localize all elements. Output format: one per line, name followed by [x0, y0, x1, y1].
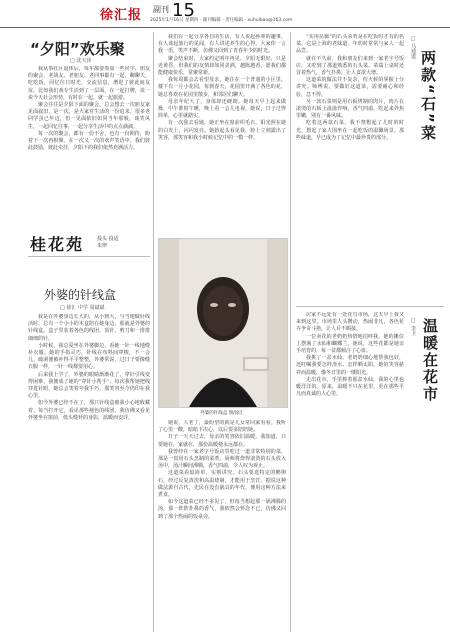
paragraph: 如今外婆已经不在了，那只针线盒被我小心地收藏着。每当打开它，看见那些褪色的线团，我仿佛又看见外婆坐在窗前，低头缝补的身影，温暖而安详。	[28, 400, 150, 421]
section-label: 副刊	[153, 5, 169, 14]
column-sub-line: 投头 投适	[97, 236, 119, 242]
photo-image	[159, 239, 287, 407]
byline-xiyang: □ 沈天泽	[70, 58, 92, 64]
paragraph: 小时候，我总爱坐在外婆脚边，看她一针一线地缝补衣服。她的手指灵巧，针线在布料间穿梭，不一会儿，破洞便被补得平平整整。外婆常说，过日子要像缝衣服一样，一针一线都要用心。	[28, 342, 150, 371]
article-title-xiyang: “夕阳”欢乐聚	[30, 40, 125, 58]
paragraph: 这道菜的做法并不复杂，但火候的掌握十分讲究。师傅说，要做好这道菜，需要耐心和经验，急不得。	[296, 77, 404, 98]
paragraph: 吃着这两款石菜，我不禁想起了儿时的时光，想起了家人围坐在一起吃饭的温馨场景。那些味道，早已成为了记忆中最珍贵的部分。	[296, 120, 404, 141]
byline-knitting: □ 徐汇 中学 周斌斌	[60, 305, 105, 311]
article-title-huashi: 温暖在花市	[421, 318, 439, 403]
divider	[296, 306, 444, 307]
paragraph: 我每周都会去看望母亲，她住在一个普通的小区里，楼下有一片小花园，每到春天，花园里开满了各色的花，她总喜欢在花园里散步，和邻居们聊天。	[158, 77, 286, 98]
photo-caption: 外婆的针线盒 图/徐汇	[200, 411, 244, 416]
header-rule	[0, 27, 450, 28]
paragraph: 如今这道菜已经不多见了，但每当想起那一锅沸腾的汤，那一阵阵扑鼻的香气，我依然会怀念不已，仿佛又回到了那个热闹的饭桌旁。	[158, 499, 286, 520]
paragraph: 她说，人老了，最盼望的就是儿女常回家看看。我听了心里一酸，暗暗下决心，以后要多陪陪她。	[158, 420, 286, 434]
paragraph: 一位卖花的老奶奶热情地招呼我，她的摊位上摆满了水仙和蝴蝶兰。她说，这些花都是她亲手培育的，每一盆都倾注了心血。	[296, 333, 404, 355]
paragraph: 每一次的聚会，都有一份不舍，也有一份期待，盼着下一次再相聚。在一次又一次的欢声笑语中，我们彼此鼓励，彼此牵挂，夕阳下的我们依然充满活力。	[28, 130, 150, 152]
paragraph: 母亲年纪大了，身体却还硬朗。她每天早上起来做操，中午准时午睡，晚上看一会儿电视。她说，日子过得简单，心里就踏实。	[158, 98, 286, 120]
article-body-xiyang-cont	[158, 34, 286, 234]
paragraph: 日子一天天过去，母亲的笑容依旧温暖。我知道，只要她在，家就在，那份温暖便永远都在。	[158, 434, 286, 448]
paragraph: 另一款石菜则是用石板烤制的肉片，肉片在滚烫的石板上滋滋作响，香气四溢，吃起来外焦里嫩，别有一番风味。	[296, 98, 404, 120]
paragraph: 我从事社区退休后，每年都要参加一些同学、朋友的聚会，老战友、老朋友、老同事都有一起，聊聊天，吃吃饭，回忆往日时光，交流信息，增进了彼此间友谊。比如我们戏专生活到了一层面，在一起打牌，说一说今天社会形势，有时在一起，就一起旅游。	[28, 66, 150, 101]
paragraph: 聚会往往是夕阳下面的聚会，总会想去一次朋友家见面叙旧，是一次，是大家对生活的一份追求。很多老同学虽已年迈，但一见面依旧如同当年那般，谈笑风生，一起回忆往事，一起分享生活中的点点滴滴。	[28, 102, 150, 130]
article-photo	[158, 238, 288, 408]
paragraph: 走出花市，手里捧着那盆水仙，我的心里也暖洋洋的。原来，温暖不只在花里，更在那些平凡而真诚的人心里。	[296, 376, 404, 398]
byline-huashi: □ 李卫	[410, 318, 416, 336]
paragraph: “实用昆廊”的石头菜肴是在吃饭时才有的名菜，它是上海的老味道，年幼时常常与家人一起品尝。	[296, 34, 404, 55]
paragraph: 我是在外婆身边长大的，从小到大，与当地做针线活时，总有一个小小的木盒陪在她身边，那就是外婆的针线盒。盒子里装着各色的线团、顶针、剪刀和一排排细细的针。	[28, 314, 150, 342]
column-sub-line: 朱律	[97, 243, 108, 249]
paragraph: 居家不远处有一处花鸟市场，这天早上我又来到这里。市场里人头攒动，热闹非凡，各色花卉争奇斗艳，让人目不暇接。	[296, 312, 404, 333]
column-name-guihua: 桂花苑	[30, 235, 85, 254]
article-body-guoguan	[158, 420, 286, 630]
article-body-huashi	[296, 312, 404, 630]
article-body-shi	[296, 34, 404, 300]
paragraph: 我曾经在一家老字号饭店里吃过一道非常特别的菜，那是一盘用石头烹制的菜肴。厨师将烧得滚烫的石头放入汤中，汤汁瞬间沸腾，香气四溢，令人叹为观止。	[158, 448, 286, 470]
article-title-shi: 两款“石”菜	[419, 50, 437, 142]
column-divider	[290, 32, 291, 632]
article-title-knitting: 外婆的针线盒	[44, 288, 117, 302]
paragraph: 后来我上学了，外婆的眼睛渐渐花了，穿针引线变得困难，我便成了她的“穿针小帮手”。每次我帮她把线穿进针眼，她总会笑着夸我手巧，那笑容至今仍印在我心里。	[28, 371, 150, 400]
divider	[28, 256, 150, 257]
article-body-knitting	[28, 314, 150, 630]
column-sub	[97, 236, 119, 250]
paragraph: 就在不久前，我和朋友们来到一家老字号饭店，又吃到了那道熟悉的石头菜。菜端上桌时还冒着热气，香气扑鼻，让人食欲大增。	[296, 55, 404, 77]
paragraph: 这道菜看似简单，实则讲究。石头要选特定的鹅卵石，经过反复清洗和高温烧制，才能用于烹饪。据说这种做法源自古代，先民在没有锅具的年代，便用这种方法来煮食。	[158, 470, 286, 499]
paragraph: 聚会结束时，大家约定明年再见。夕阳无限好，只是近黄昏，但我们的友情却如同美酒，越陈越香。愿我们都能健康快乐，常聚常新。	[158, 55, 286, 77]
page-number: 15	[172, 0, 195, 21]
header-meta: 2025年1月16日 星期四 · 副刊编辑 · 责任编辑 · xuhuibao@163.com	[150, 18, 293, 23]
article-body-xiyang	[28, 66, 150, 220]
column-divider	[153, 32, 154, 632]
paragraph: 我们在一起分享各自的生活，有人说起孙辈的趣事，有人谈起旅行的见闻，有人讲述养生的心得。大家你一言我一语，笑声不断，仿佛又回到了青春年少的时光。	[158, 34, 286, 55]
byline-shi: □ 马通道	[410, 36, 416, 59]
paragraph: 我挑了一盆水仙，老奶奶细心地帮我包好，还叮嘱我要怎样浇水、怎样晒太阳。她的笑容慈祥而温暖，像冬日里的一缕阳光。	[296, 355, 404, 376]
paragraph: 有一次我去看她，她正坐在窗前织毛衣。阳光照在她的白发上，闪闪发亮。她抬起头看见我，脸上立刻露出了笑容，那笑容和我小时候记忆中的一模一样。	[158, 120, 286, 141]
newspaper-brand: 徐汇报	[100, 8, 143, 23]
